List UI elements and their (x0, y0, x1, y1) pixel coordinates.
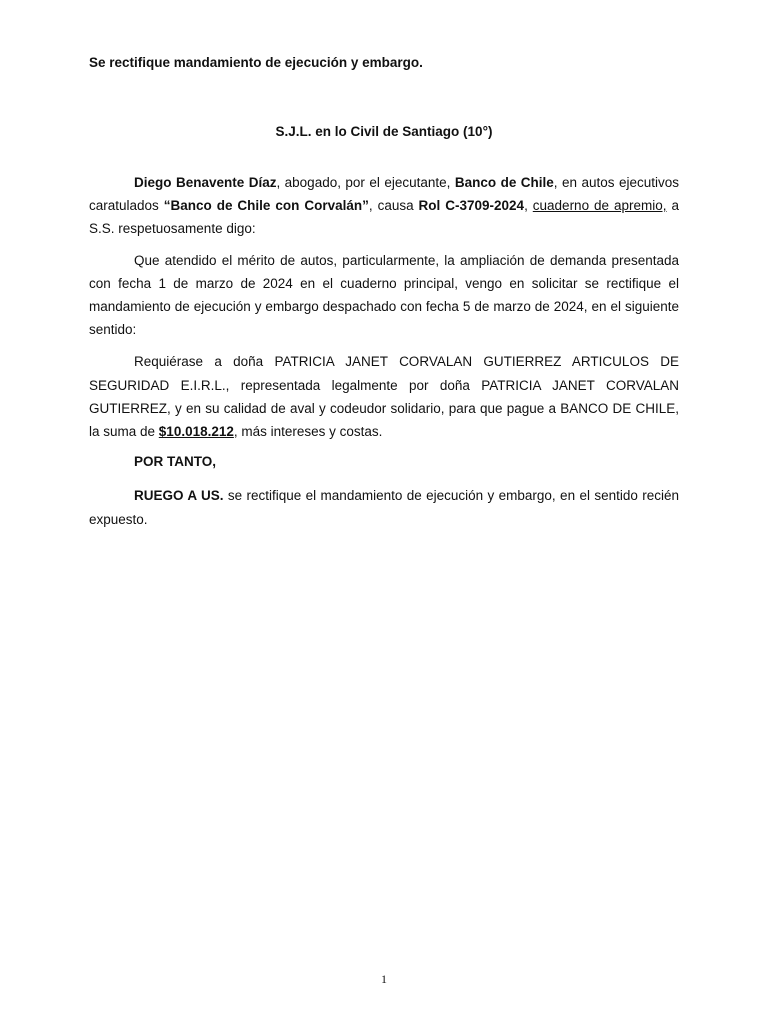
paragraph-introduction (89, 171, 679, 241)
petition-text: se rectifique el mandamiento de ejecución y embargo, en el sentido recién expuesto. (89, 488, 680, 527)
paragraph-petition (89, 484, 679, 530)
cuaderno-reference: cuaderno de apremio, (532, 198, 667, 214)
intro-text-1: , abogado, por el ejecutante, (276, 175, 455, 190)
paragraph-requirement (89, 350, 679, 443)
document-body (89, 171, 679, 531)
intro-text-3: , causa (368, 198, 419, 214)
attorney-name: Diego Benavente Díaz (134, 175, 277, 190)
court-addressee: S.J.L. en lo Civil de Santiago (10°) (275, 124, 493, 139)
requirement-text-1: Requiérase a doña PATRICIA JANET CORVALAN GUTIERREZ ARTICULOS DE SEGURIDAD E.I.R.L., representada legalmente por doña PATRICIA JANET CORVALAN GUTIERREZ, y en su calidad de aval y codeudor solidario, para que pague a BANCO DE CHILE, la suma de (89, 354, 679, 440)
por-tanto: POR TANTO, (134, 454, 217, 470)
requirement-text-2: , más intereses y costas. (233, 424, 383, 440)
case-title: “Banco de Chile con Corvalán” (163, 198, 369, 214)
page-number: 1 (381, 972, 387, 986)
intro-text-5: a S.S. respetuosamente digo: (89, 198, 679, 237)
claim-amount: $10.018.212 (158, 424, 234, 440)
intro-text-4: , (524, 198, 533, 214)
ruego-label: RUEGO A US. (134, 488, 224, 504)
document-heading: Se rectifique mandamiento de ejecución y embargo. (89, 55, 423, 70)
case-rol: Rol C-3709-2024 (418, 198, 525, 214)
intro-text-2: , en autos ejecutivos caratulados (89, 175, 679, 214)
paragraph-grounds: Que atendido el mérito de autos, particularmente, la ampliación de demanda presentada con fecha 1 de marzo de 2024 en el cuaderno principal, vengo en solicitar se rectifique el mandamiento de ejecución y embargo despachado con fecha 5 de marzo de 2024, en el siguiente sentido: (89, 252, 679, 338)
plaintiff-name: Banco de Chile (454, 175, 554, 190)
